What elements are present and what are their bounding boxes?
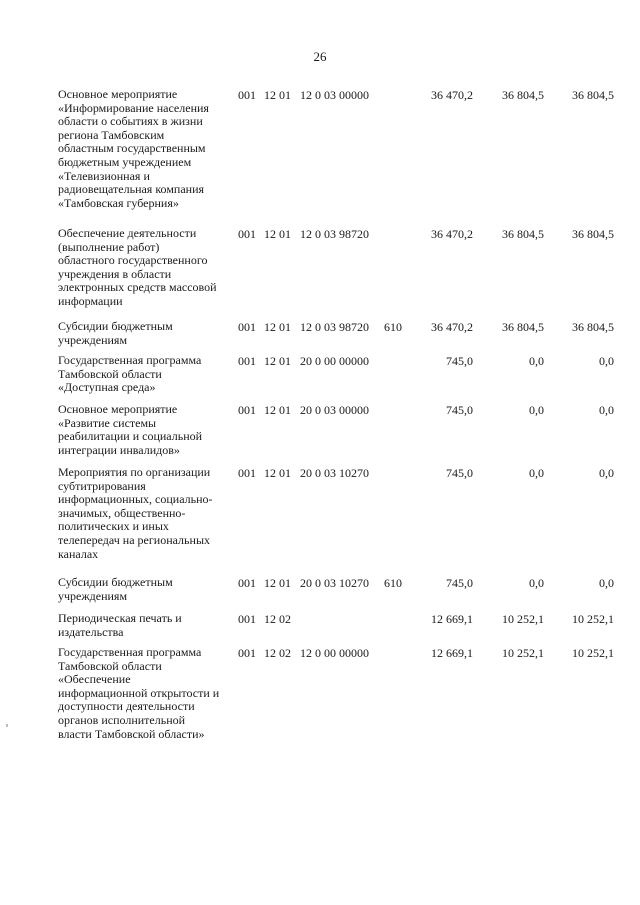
row-name: Мероприятия по организации субтитрирования информационных, социально- значимых, общественно- политических и иных телепередач на региональных каналах <box>58 465 213 561</box>
row-name: Субсидии бюджетным учреждениям <box>58 575 173 603</box>
value-year-1: 36 470,2 <box>431 227 473 241</box>
ministry-code: 001 <box>238 403 256 417</box>
expense-type-code: 610 <box>384 320 402 334</box>
ministry-code: 001 <box>238 227 256 241</box>
row-name: Основное мероприятие «Развитие системы реабилитации и социальной интеграции инвалидов» <box>58 402 203 457</box>
value-year-1: 36 470,2 <box>431 88 473 102</box>
value-year-2: 0,0 <box>529 466 544 480</box>
target-code: 20 0 00 00000 <box>300 354 369 368</box>
ministry-code: 001 <box>238 320 256 334</box>
value-year-2: 36 804,5 <box>502 320 544 334</box>
section-code: 12 01 <box>264 88 291 102</box>
section-code: 12 01 <box>264 227 291 241</box>
section-code: 12 01 <box>264 403 291 417</box>
value-year-2: 36 804,5 <box>502 88 544 102</box>
ministry-code: 001 <box>238 646 256 660</box>
row-name: Обеспечение деятельности (выполнение работ) областного государственного учреждения в области электронных средств массовой информации <box>58 226 217 308</box>
target-code: 12 0 03 98720 <box>300 320 369 334</box>
section-code: 12 02 <box>264 612 291 626</box>
ministry-code: 001 <box>238 88 256 102</box>
expense-type-code: 610 <box>384 576 402 590</box>
value-year-3: 0,0 <box>599 403 614 417</box>
value-year-3: 36 804,5 <box>572 88 614 102</box>
ministry-code: 001 <box>238 354 256 368</box>
target-code: 20 0 03 00000 <box>300 403 369 417</box>
page-number: 26 <box>313 49 327 64</box>
row-name: Субсидии бюджетным учреждениям <box>58 319 173 347</box>
ministry-code: 001 <box>238 612 256 626</box>
value-year-2: 10 252,1 <box>502 646 544 660</box>
section-code: 12 02 <box>264 646 291 660</box>
ministry-code: 001 <box>238 466 256 480</box>
target-code: 20 0 03 10270 <box>300 576 369 590</box>
target-code: 12 0 03 98720 <box>300 227 369 241</box>
value-year-1: 12 669,1 <box>431 646 473 660</box>
target-code: 12 0 03 00000 <box>300 88 369 102</box>
value-year-2: 0,0 <box>529 403 544 417</box>
target-code: 12 0 00 00000 <box>300 646 369 660</box>
value-year-2: 36 804,5 <box>502 227 544 241</box>
value-year-1: 745,0 <box>446 466 473 480</box>
value-year-3: 10 252,1 <box>572 646 614 660</box>
row-name: Государственная программа Тамбовской области «Обеспечение информационной открытости и доступности деятельности органов исполнительной власти Тамбовской области» <box>58 645 220 741</box>
value-year-3: 0,0 <box>599 576 614 590</box>
value-year-2: 10 252,1 <box>502 612 544 626</box>
value-year-3: 36 804,5 <box>572 320 614 334</box>
scan-mark <box>6 724 8 727</box>
value-year-2: 0,0 <box>529 354 544 368</box>
row-name: Государственная программа Тамбовской области «Доступная среда» <box>58 353 202 395</box>
target-code: 20 0 03 10270 <box>300 466 369 480</box>
value-year-1: 745,0 <box>446 354 473 368</box>
row-name: Периодическая печать и издательства <box>58 611 182 639</box>
ministry-code: 001 <box>238 576 256 590</box>
section-code: 12 01 <box>264 576 291 590</box>
value-year-1: 36 470,2 <box>431 320 473 334</box>
section-code: 12 01 <box>264 354 291 368</box>
value-year-3: 0,0 <box>599 466 614 480</box>
value-year-2: 0,0 <box>529 576 544 590</box>
value-year-3: 36 804,5 <box>572 227 614 241</box>
value-year-3: 0,0 <box>599 354 614 368</box>
value-year-1: 745,0 <box>446 403 473 417</box>
value-year-3: 10 252,1 <box>572 612 614 626</box>
row-name: Основное мероприятие «Информирование населения области о событиях в жизни региона Тамбовским областным государственным бюджетным учреждением «Телевизионная и радиовещательная компания «Тамбовская губерния» <box>58 87 209 210</box>
value-year-1: 12 669,1 <box>431 612 473 626</box>
section-code: 12 01 <box>264 320 291 334</box>
section-code: 12 01 <box>264 466 291 480</box>
value-year-1: 745,0 <box>446 576 473 590</box>
